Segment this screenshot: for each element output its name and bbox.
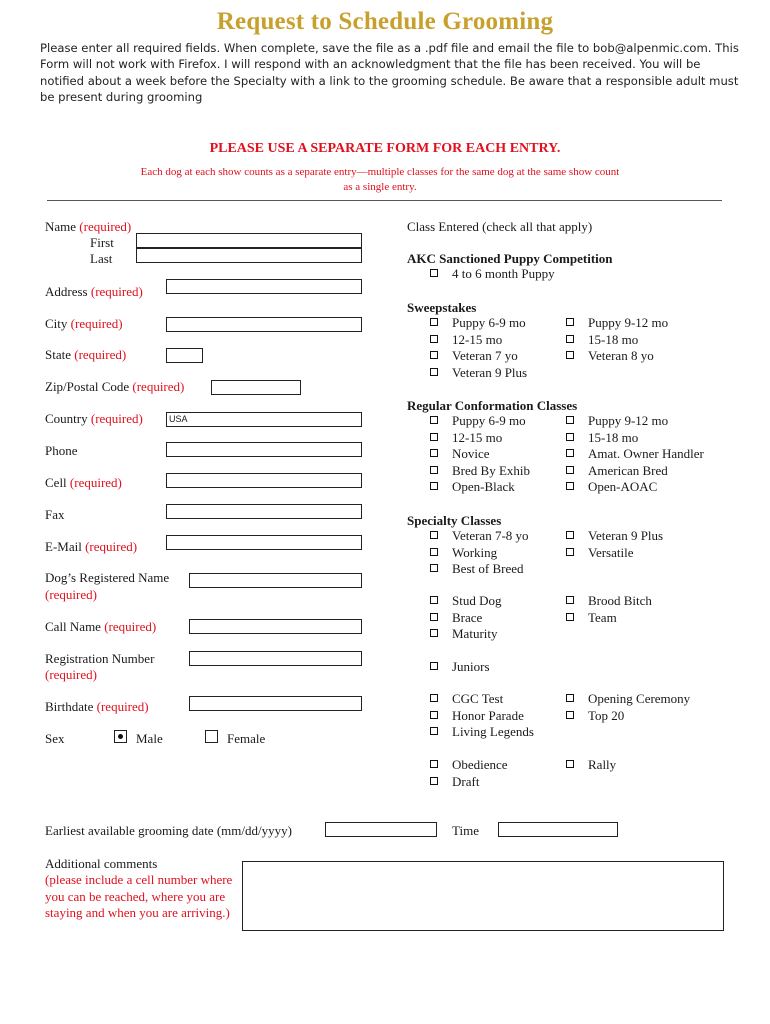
fax-label: Fax <box>45 507 65 522</box>
checkbox[interactable] <box>430 662 438 670</box>
class-option-label: Honor Parade <box>452 707 524 723</box>
comments-textarea[interactable] <box>242 861 724 931</box>
class-option-label: Veteran 8 yo <box>588 348 654 363</box>
registration-label: Registration Number <box>45 651 155 666</box>
first-label: First <box>90 235 114 250</box>
checkbox[interactable] <box>430 269 438 277</box>
sweepstakes-heading: Sweepstakes <box>407 300 477 315</box>
address-label: Address (required) <box>45 284 143 299</box>
class-option-15-18-mo[interactable] <box>566 332 638 349</box>
checkbox[interactable] <box>430 368 438 376</box>
class-option-label: CGC Test <box>452 691 504 706</box>
class-option-brace[interactable] <box>430 610 482 627</box>
registration-required: (required) <box>45 667 97 682</box>
city-label: City (required) <box>45 316 123 331</box>
first-name-input[interactable] <box>136 233 362 248</box>
checkbox[interactable] <box>566 548 574 556</box>
birthdate-input[interactable] <box>189 696 362 711</box>
class-option-label: Maturity <box>452 626 498 641</box>
checkbox[interactable] <box>430 613 438 621</box>
class-option-label: Juniors <box>452 659 490 674</box>
class-option-label: Obedience <box>452 757 508 772</box>
class-option-puppy-9-12-mo[interactable] <box>566 315 668 332</box>
checkbox[interactable] <box>566 351 574 359</box>
female-radio[interactable] <box>205 730 218 743</box>
class-option-label: Versatile <box>588 544 634 560</box>
checkbox[interactable] <box>566 596 574 604</box>
class-option-versatile[interactable] <box>566 545 633 562</box>
checkbox[interactable] <box>430 629 438 637</box>
class-option-label: Veteran 7 yo <box>452 348 518 363</box>
checkbox[interactable] <box>430 335 438 343</box>
state-input[interactable] <box>166 348 203 363</box>
class-option-label: 12-15 mo <box>452 331 503 347</box>
checkbox[interactable] <box>430 449 438 457</box>
fax-input[interactable] <box>166 504 362 519</box>
class-option-12-15-mo[interactable] <box>430 430 502 447</box>
checkbox[interactable] <box>430 531 438 539</box>
class-option-label: Open-Black <box>452 479 515 494</box>
checkbox[interactable] <box>566 466 574 474</box>
class-option-12-15-mo[interactable] <box>430 332 502 349</box>
grooming-date-input[interactable] <box>325 822 437 837</box>
class-option-label: 15-18 mo <box>588 429 639 445</box>
class-option-cgc-test[interactable] <box>430 691 503 708</box>
class-option-open-black[interactable] <box>430 479 515 496</box>
checkbox[interactable] <box>566 694 574 702</box>
checkbox[interactable] <box>566 482 574 490</box>
class-option-4-to-6-month-puppy[interactable] <box>430 266 555 283</box>
comments-label: Additional comments <box>45 856 158 871</box>
class-option-brood-bitch[interactable] <box>566 593 652 610</box>
address-input[interactable] <box>166 279 362 294</box>
class-option-puppy-9-12-mo[interactable] <box>566 413 668 430</box>
specialty-heading: Specialty Classes <box>407 513 502 528</box>
checkbox[interactable] <box>430 760 438 768</box>
divider <box>47 200 722 201</box>
class-option-label: 4 to 6 month Puppy <box>452 266 555 281</box>
checkbox[interactable] <box>430 318 438 326</box>
checkbox[interactable] <box>566 335 574 343</box>
class-option-label: Puppy 6-9 mo <box>452 413 526 428</box>
class-option-opening-ceremony[interactable] <box>566 691 690 708</box>
class-option-juniors[interactable] <box>430 659 490 676</box>
checkbox[interactable] <box>430 548 438 556</box>
class-heading: Class Entered (check all that apply) <box>407 219 593 234</box>
cell-label: Cell (required) <box>45 475 122 490</box>
phone-label: Phone <box>45 443 78 458</box>
comments-note: (please include a cell number where you can be reached, where you are staying and when you are arriving.) <box>45 872 233 920</box>
class-option-label: Veteran 7-8 yo <box>452 528 529 543</box>
class-option-maturity[interactable] <box>430 626 498 643</box>
class-option-15-18-mo[interactable] <box>566 430 638 447</box>
class-option-draft[interactable] <box>430 774 479 791</box>
class-option-stud-dog[interactable] <box>430 593 501 610</box>
class-option-label: Puppy 9-12 mo <box>588 413 669 428</box>
entry-note: Each dog at each show counts as a separate entry—multiple classes for the same dog at the same show count as a single entry. <box>140 166 620 193</box>
checkbox[interactable] <box>566 613 574 621</box>
checkbox[interactable] <box>430 777 438 785</box>
dog-name-label: Dog’s Registered Name <box>45 570 170 585</box>
checkbox[interactable] <box>566 760 574 768</box>
checkbox[interactable] <box>430 727 438 735</box>
class-option-puppy-6-9-mo[interactable] <box>430 315 526 332</box>
class-option-label: Veteran 9 Plus <box>452 364 528 380</box>
last-label: Last <box>90 251 113 266</box>
class-option-top-20[interactable] <box>566 708 624 725</box>
checkbox[interactable] <box>566 449 574 457</box>
cell-input[interactable] <box>166 473 362 488</box>
class-option-best-of-breed[interactable] <box>430 561 523 578</box>
class-option-puppy-6-9-mo[interactable] <box>430 413 526 430</box>
class-option-rally[interactable] <box>566 757 616 774</box>
dog-name-required: (required) <box>45 587 97 602</box>
call-name-label: Call Name (required) <box>45 619 157 634</box>
birthdate-label: Birthdate (required) <box>45 699 149 714</box>
class-option-open-aoac[interactable] <box>566 479 657 496</box>
class-option-veteran-8-yo[interactable] <box>566 348 654 365</box>
checkbox[interactable] <box>566 318 574 326</box>
class-option-label: Best of Breed <box>452 561 524 576</box>
state-label: State (required) <box>45 347 127 362</box>
dog-name-input[interactable] <box>189 573 362 588</box>
class-option-working[interactable] <box>430 545 497 562</box>
regular-heading: Regular Conformation Classes <box>407 398 578 413</box>
form-title: Request to Schedule Grooming <box>216 8 554 35</box>
class-option-label: Brace <box>452 609 483 625</box>
checkbox[interactable] <box>430 564 438 572</box>
class-option-label: Puppy 6-9 mo <box>452 315 526 330</box>
email-label: E-Mail (required) <box>45 539 138 554</box>
name-label: Name (required) <box>45 219 132 234</box>
class-option-label: Veteran 9 Plus <box>588 528 664 543</box>
email-input[interactable] <box>166 535 362 550</box>
checkbox[interactable] <box>430 711 438 719</box>
class-option-american-bred[interactable] <box>566 463 668 480</box>
time-label: Time <box>452 823 479 838</box>
class-option-label: Amat. Owner Handler <box>588 446 704 461</box>
checkbox[interactable] <box>430 433 438 441</box>
zip-label: Zip/Postal Code (required) <box>45 379 185 394</box>
class-option-label: Team <box>588 609 617 625</box>
intro-text: Please enter all required fields. When complete, save the file as a .pdf file and email the file to bob@alpenmic.com. This Form will not work with Firefox. I will respond with an acknowledgment that the file has been received. You will be notified about a week before the Specialty with a link to the grooming schedule. Be aware that a responsible adult must be present during grooming <box>40 41 739 104</box>
male-label: Male <box>136 731 163 746</box>
country-input[interactable]: USA <box>166 412 362 427</box>
checkbox[interactable] <box>430 466 438 474</box>
class-option-label: American Bred <box>588 462 668 478</box>
checkbox[interactable] <box>430 694 438 702</box>
checkbox[interactable] <box>566 531 574 539</box>
class-option-living-legends[interactable] <box>430 724 534 741</box>
class-option-label: Brood Bitch <box>588 593 652 608</box>
checkbox[interactable] <box>566 416 574 424</box>
class-option-label: Stud Dog <box>452 593 502 608</box>
class-option-veteran-7-8-yo[interactable] <box>430 528 529 545</box>
city-input[interactable] <box>166 317 362 332</box>
separate-form-warning: PLEASE USE A SEPARATE FORM FOR EACH ENTRY. <box>209 141 561 156</box>
class-option-label: Bred By Exhib <box>452 462 530 478</box>
checkbox[interactable] <box>566 711 574 719</box>
class-option-label: Living Legends <box>452 724 534 739</box>
call-name-input[interactable] <box>189 619 362 634</box>
class-option-team[interactable] <box>566 610 617 627</box>
class-option-label: Opening Ceremony <box>588 691 691 706</box>
class-option-label: Novice <box>452 446 490 461</box>
class-option-label: Puppy 9-12 mo <box>588 315 669 330</box>
time-input[interactable] <box>498 822 618 837</box>
male-radio[interactable] <box>114 730 127 743</box>
class-option-label: Open-AOAC <box>588 479 658 494</box>
sex-label: Sex <box>45 731 65 746</box>
akc-heading: AKC Sanctioned Puppy Competition <box>407 251 613 266</box>
class-option-label: Top 20 <box>588 707 625 723</box>
class-option-label: 15-18 mo <box>588 331 639 347</box>
class-option-veteran-7-yo[interactable] <box>430 348 518 365</box>
class-option-obedience[interactable] <box>430 757 508 774</box>
grooming-date-label: Earliest available grooming date (mm/dd/yyyy) <box>45 823 292 838</box>
registration-input[interactable] <box>189 651 362 666</box>
class-option-amat-owner-handler[interactable] <box>566 446 704 463</box>
class-option-veteran-9-plus[interactable] <box>566 528 663 545</box>
female-label: Female <box>227 731 266 746</box>
checkbox[interactable] <box>430 596 438 604</box>
checkbox[interactable] <box>566 433 574 441</box>
class-option-label: Working <box>452 544 498 560</box>
last-name-input[interactable] <box>136 248 362 263</box>
checkbox[interactable] <box>430 351 438 359</box>
class-option-novice[interactable] <box>430 446 490 463</box>
country-label: Country (required) <box>45 411 143 426</box>
class-option-veteran-9-plus[interactable] <box>430 365 527 382</box>
zip-input[interactable] <box>211 380 301 395</box>
checkbox[interactable] <box>430 482 438 490</box>
class-option-honor-parade[interactable] <box>430 708 524 725</box>
class-option-label: Rally <box>588 757 617 772</box>
class-option-bred-by-exhib[interactable] <box>430 463 530 480</box>
checkbox[interactable] <box>430 416 438 424</box>
class-option-label: 12-15 mo <box>452 429 503 445</box>
class-option-label: Draft <box>452 773 480 789</box>
phone-input[interactable] <box>166 442 362 457</box>
